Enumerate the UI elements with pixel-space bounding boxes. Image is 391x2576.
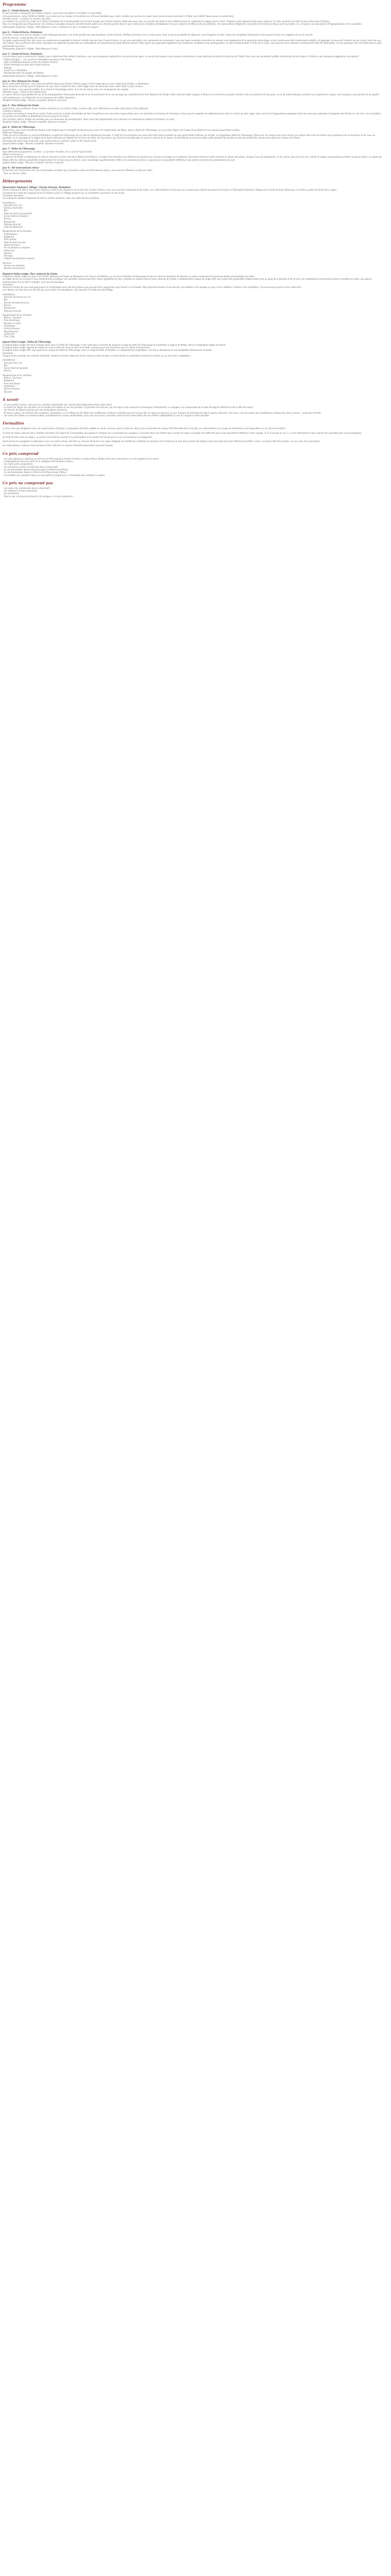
equipement-item: - Balcon / Terrasse — [3, 316, 22, 319]
a-savoir-title: À savoir — [3, 397, 19, 402]
hebergement — [3, 273, 383, 338]
day-text: Cette vie est en fonction au nord du Botswana, le delta de l'Okavango est un site du patrimoine mondial. Il s'agit d'un écosystème aux deux tiers des zones humides du plus grand delta intérieur au monde. Le magnifique Delta de l'Okavango s'étend sur les saisons des mois d'aout, les saisons des crues et sèches qui contribuent de la nourriture et de l'eau en quantité, la vie sauvage de la région de la faune africaine qui dépend de la faune du delta, de l'eau douce qui nourrit et du pâturage, et aussi le volume de la saison. En période de crue tout le delta a été pendant des années le plus bel endroit du monde pour observer la faune et la flore. — [3, 134, 376, 140]
day-text: La réserve de Khwai au Botswana se situe le long de la limite nord de la Réserve de Moremi. Il s'agit d'une frontière non clôturée qui permet aux animaux sauvages de se déplacer librement entre les forêts pendant la saison des pluies, lorsque l'eau est abondante, et de revenir plus tard vers les rivières et régions permanentes pendant la saison sèche. La région de Khwai offre les mêmes possibilités d'observation de la faune que la réserve, avec l'avantage supplémentaire d'être une concession privée, ce qui procure la possibilité d'effectuer des safaris à pied et des promenades de nuit. — [3, 156, 382, 161]
day-text: (Elephant Valley Lodge - Pension complète, boissons incluses) — [3, 120, 67, 123]
installation-item: - Bureau d'activités — [3, 207, 23, 210]
equipement-item: - Prise électrique — [3, 382, 20, 385]
a-savoir-text: - La durée de séjour est calculée sur le nombre de nuitées et non de journées. La journée et le dernier jour du séjour sont consacrés au transport international. Le voyageur est responsable de la date de départ effective et de la date de retour. — [3, 406, 253, 409]
day-text: (Jugvat Safari Lodge - Pension complète, boissons incluses) — [3, 142, 64, 145]
equipement-item: - Sèche-cheveux — [3, 243, 20, 246]
programme-day — [3, 31, 383, 50]
equipements-title: Équipements de la chambre : — [3, 374, 33, 377]
day-text: La croisière au coucher du soleil sur le fleuve Zambèze est incontournable lors de tout voyage aux Chutes Victoria. Détendez-vous avec un coucher de soleil et des collations tout en regardant les berges de la rivière. Préparez votre appareil photo pour capturer l'un des couchers de soleil les plus étonnants d'Afrique. — [3, 20, 331, 23]
prix-ne-comprend-title: Ce prix ne comprend pas — [3, 480, 53, 485]
formalites-section — [3, 421, 383, 447]
day-text: En fonction de l'horaire de votre vol à destination de Maun qui connectera votre vol international retour, vous pourrez effectuer un dernier safari. — [3, 169, 153, 172]
equipement-item: - Climatisation — [3, 232, 18, 235]
equipement-item: - Sèche-cheveux — [3, 327, 20, 330]
day-text: (Shearwater Explorers' Village - Petit-déjeuner inclus) — [3, 47, 58, 50]
equipement-item: - Douche en suite — [3, 321, 21, 325]
programme-section — [3, 2, 383, 175]
day-text: - Visite historique du pont des chutes Victoria — [3, 63, 50, 66]
equipement-item: - Salle de bains privée — [3, 241, 26, 244]
day-text: - Saut à l'élastique depuis le pont des chutes Victoria — [3, 61, 58, 64]
day-text: Vous ne manquerez pas d'apercevoir des animaux sauvages lorsqu'ils viendront boire après une chaude journée dans le parc national du Zambèze (Zimbabwe) et le parc national de Mosi-oa-Tunya (Zambie). Ces observations éléphants, de girafes et diverses animaux sont courantes. Il y a toujours une abondance d'hippopotames et de crocodiles. — [3, 23, 362, 26]
programme-day — [3, 104, 383, 123]
installation-item: - Salle de sport (à proximité) — [3, 212, 32, 215]
hebergement-text: Toutes les tentes de luxe sont spacieuses et confortables avec des lits jumeaux qui peuvent être rapprochés pour former un lit double. Elles disposent toutes d'une douche, de toilettes et de lavabos en plus d'une cafetière / théière, d'un ventilateur, d'une terrasse privée et d'un coffre-fort. — [3, 286, 302, 289]
hebergement-heading: Elephant Valley Lodge | Parc national de Chobe — [3, 272, 58, 275]
programme-day — [3, 147, 383, 164]
prix-comprend-section — [3, 451, 383, 477]
page — [0, 0, 386, 508]
formalites-text: Au-delà de trois mois de séjour, un permis de résidence soumis à la présentation d'un contrat de travail pour un ou une personne est obligatoire. — [3, 435, 153, 438]
day-text: (Shearwater Explorers' Village - Petit-déjeuner inclus) — [3, 74, 58, 77]
installation-item: - Accès Internet (gratuit) — [3, 367, 28, 370]
formalites-text: Toute personne voyageant au Botswana avec un enfant mineur doit être en mesure de fournir une copie intégrale et certifiée du certificat de naissance de l'enfant où le nom des parents est indiqué, ainsi que tout document officiel qui justifie ce lien. Le mineur doit être porteur, en son nom, d'un passeport. — [3, 440, 320, 443]
programme-day — [3, 53, 383, 77]
day-text: Après le dîner, vous pourrez profiter d'un moment de partage autour d'un feu de camp, avec vos compagnons de voyage. — [3, 88, 129, 91]
installation-item: - Piscine — [3, 303, 11, 307]
day-heading: Jour 6 : Delta de l'Okavango — [3, 126, 36, 129]
prix-ne-comprend-item: - Les repas non mentionnés dans le descriptif. — [3, 486, 51, 489]
day-text: Khwai Conservancy — [3, 152, 23, 156]
installation-item: - Bar — [3, 209, 8, 212]
equipement-item: - Wi-Fi gratuit — [3, 238, 17, 241]
programme-day — [3, 80, 383, 101]
prix-comprend-item: - Les repas selon programme. — [3, 463, 34, 466]
programme-day — [3, 9, 383, 28]
prix-comprend-item: - Les vols régionaux, spéciaux au tarif du vol A/R jusqu'aux Chutes Victoria, et depuis Maun. Billets émis de la réservation sur vols réguliers (à la carte). — [3, 457, 160, 460]
day-text: Une croisière safari à Chobe est parfaite pour les amoureux de photographie. Vous aurez des opportunités pour observer de nombreuses espèces d'animaux, en plein. — [3, 117, 175, 121]
day-heading: Jour 3 : Chobe-Victoria, Zimbabwe — [3, 53, 42, 56]
day-text: Les safaris en bateau le long de la rivière Chobe sont une manière formidable de faire l'expérience de rencontres rapprochées avec une abondance d'oiseaux et d'animaux. Vous pourrez regarder les éléphants jouer dans la rivière ou aller nager. Vous verrez les hippopotames patauger dans les eaux peu profondes et grignoter de l'herbe sur les rives. Les crocodiles, les girafes et les buffles se désaltérent tout au long de la rivière. — [3, 112, 382, 118]
formalites-text: Le visa n'est pas obligatoire pour les ressortissants français. Le passeport doit être valable au moins six mois après la date du retour. Une autorisation du séjour doit être délivrée à l'arrivée. Les informations sur le pays de destination sont disponibles sur le site du ministère. — [3, 427, 286, 430]
equipement-item: - Balcon / Terrasse — [3, 377, 22, 380]
hebergement-text: Chambres standard : — [3, 194, 24, 197]
day-heading: Jour 8 : Vol international retour — [3, 166, 39, 170]
hebergements-title: Hébergements — [3, 179, 32, 184]
installation-item: - Piscine — [3, 217, 11, 221]
equipement-item: - Véranda — [3, 255, 13, 258]
installation-item: - Bar — [3, 364, 8, 367]
hebergement-text: Constitué de 5 sites de camping et de 16 chalets privés, le Village propose aux un excellente couverture et des accès. — [3, 191, 125, 194]
hebergement-text: Chaque tente possède une intimité maximale. Toutes les tentes disposent d'une luxueuse salle de bains et sont situées à proximité du bord de la rivière, au au sens de la végétation. — [3, 354, 191, 357]
a-savoir-text: - En bonus valeur, en fonction des conditions climatiques, ou à l'affluence de l'hôtel est insuffisante, certaines activités pourront ne pas être en place ou quand il n'y par manque de participants requis (sports collectifs, mini-club...) et une partie des installations (restaurants, bars, piscine...) peut être fermée. — [3, 411, 322, 414]
installation-item: - Service de blanchisserie — [3, 301, 29, 304]
formalites-text: Les informations ci-dessus sont données à titre indicatif. Les pièces d'identité demandées peuvent évoluer. — [3, 444, 113, 447]
equipement-item: - Sèche-cheveux — [3, 387, 20, 391]
installation-item: - Parking sécurisé — [3, 309, 21, 312]
hebergement-text: Le Jugvat Safari Lodge dispose de tentes de luxe au bord de l'eau au sein de la forêt, conçues pour une harmonie avec la nature environnante. — [3, 346, 151, 349]
programme-title: Programme — [3, 2, 27, 7]
hebergement-text: Chambres : — [3, 283, 14, 286]
equipement-item: - Ventilateur — [3, 384, 15, 387]
day-text: - Pour un dernier safari - — [3, 172, 28, 175]
prix-comprend-item: - Le vol domestique depuis la Réserve de Khwai jusqu'à Maun. — [3, 471, 67, 474]
day-text: À votre arrivée à l'aéroport des Chutes Victoria, vous serez accueillis et transférés à votre hôtel. — [3, 12, 102, 15]
prix-ne-comprend-item: - Tout ce qui n'est pas mentionné à la rubrique « Ce prix comprend ». — [3, 495, 75, 498]
day-text: Activité incluse : safari en fin d'après-midi — [3, 91, 46, 94]
installation-item: - Accès Internet (Gratuit) — [3, 215, 28, 217]
prix-ne-comprend-body — [3, 487, 383, 498]
day-text: - Flight of Angels » : Un survol en hélicoptère au-dessus des chutes — [3, 58, 72, 61]
a-savoir-text: - Les heures de départ prévues par vos compagnies aériennes. — [3, 409, 68, 412]
prix-comprend-item: - L'hébergement avec les tarifs de la catégorie de chambres choisie. — [3, 460, 74, 463]
day-heading: Jour 5 : Parc National de Chobe — [3, 104, 39, 107]
prix-comprend-item: - L'ensemble des activités listées au descriptif du programme, à l'exception des activités en option. — [3, 473, 106, 477]
prix-comprend-title: Ce prix comprend — [3, 451, 39, 456]
day-heading: Jour 1 : Chobe-Victoria, Zimbabwe — [3, 9, 42, 12]
day-text: Aujourd'hui, vous profiterez d'une croisière matinale sur la rivière Chobe. L'après-midi, vous effectuerez un autre safari dans le Parc National. — [3, 107, 149, 110]
installation-item: - Salle de télévision — [3, 226, 23, 229]
equipement-item: - Douche — [3, 251, 12, 255]
installation-item: - Piscine — [3, 369, 11, 372]
programme-days — [3, 9, 383, 175]
equipement-item: - Fer et planche à repasser — [3, 246, 30, 249]
installation-item: - Restaurant — [3, 220, 15, 223]
equipement-item: - Moustiquaires — [3, 330, 19, 333]
hebergement-text: Chambres : — [3, 351, 14, 354]
equipement-item: - Adapté aux fauteuils roulants — [3, 257, 35, 260]
day-text: Croisière matinale — [3, 109, 22, 112]
hebergement-text: Le lodge donne sur un point d'eau extrêmement prolifique. Les activités comprennent des safaris quotidiens et des croisières en bateau dans le parc national de Chobe. L'emplacement unique du lodge offre aux clients des possibilités d'observation tout au long de la journée et de la nuit. Les installations comprennent piscine chauffée au soleil, une galerie d'observation et une salle à manger, ainsi qu'une boutique. — [3, 278, 372, 283]
hebergement-heading: Jugvat Safari Lodge | Delta de l'Okavango — [3, 341, 52, 344]
day-text: Vous effectuerez aujourd'hui 2 safaris : un premier le matin, et un second l'après-midi. — [3, 150, 92, 153]
hebergement-text: Les chambres doubles disposent de tout le confort moderne, avec une salle de bain privative. — [3, 197, 100, 200]
hebergements-places — [3, 186, 383, 393]
day-text: - Canoë sur le Zambèze — [3, 69, 27, 72]
prix-ne-comprend-item: - Les dépenses d'ordre personnel. — [3, 489, 38, 493]
day-text: Le safaris offrent la possibilité de voir et de photographier l'étonnante diversité et la concentration de la vie sauvage qui caractérisent le Parc National de Chobe. Votre véhicule safari longera le fleuve à la recherche de proies fraîches. Elle les premiers arrivés pour un six du thème tétonos montrent une expérience unique. Les troupeaux sont partout et les girafes sont nombreuses. Les éléphants et les troupeaux de buffles abondent. — [3, 93, 380, 99]
a-savoir-text: - Si vous partez seul(e), votre prix en chambre individuelle est calculé automatiquement dans votre devis. — [3, 403, 113, 406]
equipement-item: - Coffre-fort — [3, 249, 15, 252]
day-heading: Jour 4 : Parc National de Chobe — [3, 79, 39, 82]
day-text: (Elephant Valley Lodge - Pension complète, boissons incluses) — [3, 98, 67, 101]
hebergement-text: Situé à seulement 400 m des chutes Victoria, à 500 m de l'épicentre de la ville des Chutes Victoria, avec ses marchés d'artisanat et de loisirs, ses cafés boheme et donnant sur un panorama naturel de brousse africaine, le Shearwater Explorers Village est le camp de base idéal pour se rendre au pôle d'activité de la région. — [3, 189, 338, 192]
a-savoir-body — [3, 403, 383, 417]
day-text: (Jugvat Safari Lodge - Pension complète, boissons incluses) — [3, 161, 64, 164]
programme-day — [3, 166, 383, 175]
installation-item: - Restaurant — [3, 307, 15, 310]
equipements-title: Équipements de la chambre : — [3, 230, 33, 233]
prix-ne-comprend-item: - Les pourboires. — [3, 492, 20, 495]
prix-ne-comprend-section — [3, 481, 383, 498]
day-text: Aujourd'hui, vous serez transférés depuis votre lodge jusqu'à l'aéroport de Kasane pour votre vol à destination de Maun, dans le Delta de l'Okavango. Le survol des régions de Chobe et du Delta est une source assurément inédite. — [3, 128, 240, 131]
prix-comprend-item: - Les transferts comme mentionnés dans le descriptif. — [3, 465, 58, 468]
day-text: Un guide expérimenté vous fera vivre une expérience inoubliable à travers la forêt tropicale des Chutes Victoria, ce qui vous permettra non seulement de contempler l'une des Sept merveilles naturelles du monde, mais également d'en apprendre davantage sur les nombreuses faits intéressants relatifs à la géologie, la faune et l'histoire du lieu à pied, point de vue des Chutes. Vous profiterez des riches mystiques de légendes locales tout en contemplant cet impressionnant phénomène naturel. Votre guide vous garantira également les meilleures conditions pour photographier ce site incontournable. À la fin de la visite, vous pourrez vous restaurer au Rainforest Café de Shearwater, un bon plat pour finir une belle ascent votre promenade exclusive. — [3, 39, 382, 47]
equipements-title: Équipements de la chambre : — [3, 313, 33, 316]
installation-item: - Sécurité 24 heures sur 24 — [3, 296, 31, 299]
hebergement-text: Le Jugvat Safari Lodge offre une expérience unique du delta de l'Okavango, avec un large éventail d'activités, un emplacement magnifique, une faune abondante et une hospitalité chaleureuse et locale. — [3, 349, 213, 352]
formalites-body — [3, 427, 383, 447]
a-savoir-text: - Les noms des hôtels se rendent lisibles, préalablement à toute confirmation, vous vous inscrivez à consulter notre service réservation afin de vérifier l'adaptabilité ou non du voyage à votre situation. — [3, 414, 210, 417]
equipement-item: - Bulgaroré — [3, 379, 14, 382]
day-text: - Randonnée dans les gorges de Batoka — [3, 72, 44, 75]
programme-day — [3, 126, 383, 145]
day-text: (Shearwater Explorers' Village - Petit-déjeuner inclus, collations lors de la croisière & souper) — [3, 25, 99, 28]
hebergement — [3, 341, 383, 393]
hebergement-text: Le Jugvat Safari Lodge est situé à Khwai (Est), dans le Delta de l'Okavango. Il est niché dans une forêt de mopane le long du delta de l'Okavango et surplombe la lagune de Khwai, dans la magnifique région de Khwai. — [3, 343, 226, 346]
day-text: Cet spectaculaire, entre 15000 et 16000, vous serez pris en charge et transférés sur la Rivue Zambèze pour votre croisière au coucher du soleil. Vous serez ensuite reconduits à l'hôtel vers 18h00. Nous aurons la soirée libre. — [3, 14, 235, 18]
day-text: Nous arriverons à temps pour le déjeuner et vous vous installerez dans votre lodge avant de participer pour votre safari le plus couleur. — [3, 85, 143, 88]
hebergement-text: L'Elephant Valley Lodge se situe entre le Parc National de Chobe au Botswana et la réserve de Matetsi, au sud de la frontière de Kazungula et dans la réserve forestière de Kasane. Le camp comprend 20 luxueuses tentes permanentes de safari. — [3, 275, 255, 278]
installation-item: - Bar — [3, 298, 8, 301]
service-item: - Bureau d'excursions — [3, 267, 25, 270]
equipement-item: - Bulgaroré — [3, 235, 14, 239]
installations-title: Installations : — [3, 201, 17, 204]
prix-comprend-item: - Le vol domestique depuis Kasane jusqu'à la Réserve de Khwai. — [3, 468, 69, 471]
day-text: Delta de l'Okavango — [3, 131, 24, 134]
day-text: Activité incluse : visite guidée des chutes — [3, 36, 45, 39]
hebergement-text: Les rideaux ont des tissus et des fils qui, pour éviter les moustiques, sont assortis à la toile de camouflage. — [3, 289, 113, 292]
installations-title: Installations : — [3, 359, 17, 362]
equipement-item: - Coffre-fort — [3, 332, 15, 335]
day-text: Activité incluse : croisière au coucher du soleil — [3, 17, 51, 20]
day-heading: Jour 2 : Chobe-Victoria, Zimbabwe — [3, 31, 42, 34]
installations-title: Installations : — [3, 293, 17, 296]
service-item: - Service en chambre — [3, 264, 25, 267]
services-title: Services : — [3, 261, 13, 264]
formalites-text: Le droit de séjour autorisé est à l'entière discrétion de l'agent de l'immigration qui appose le tampon sur le passeport du voyageur. Il convient donc de vérifier que la durée de séjour accordée est suffisante pour vous permettre d'effectuer votre voyage. Si ce n'est pas le cas, il y a des démarches à faire auprès des autorités pour une prolongation. — [3, 431, 362, 434]
equipement-item: - Prise électrique — [3, 319, 20, 322]
equipement-item: - Thé / Café — [3, 335, 15, 338]
equipement-item: - Douche — [3, 390, 12, 393]
equipement-item: - Ventilateur — [3, 324, 15, 327]
a-savoir-section — [3, 397, 383, 417]
formalites-title: Formalités — [3, 421, 24, 426]
day-text: Extinction de votre faune d'arrivée, vous partez dans un premier safari en fin d'après-midi. — [3, 139, 97, 142]
hebergement — [3, 186, 383, 270]
day-heading: Jour 7 : Delta de l'Okavango — [3, 147, 36, 150]
installation-item: - Sécurité 24h / 24 — [3, 204, 22, 207]
installation-item: - Parking sécurisé — [3, 223, 21, 226]
installation-item: - Sécurité 24h / 24 — [3, 361, 22, 364]
day-text: Après votre petit-déjeuner, vous serez transférés depuis les Chutes Victoria jusqu'à votre lodge dans le parc national de Chobe, au Botswana. — [3, 82, 150, 86]
day-text: - Rafting — [3, 66, 11, 69]
day-text: Ce matin, vous serez pris en charge à votre hébergement pour une visite guidée des spectaculaires chutes Victoria. Profitez du temps mais à votre guise. Vous aurez la possibilité de déjeuner, puis d'explorer la ville. Faites des emplettes d'artisanat et de souvenirs dans les magasins et sur le marché. — [3, 33, 314, 37]
hebergements-section — [3, 179, 383, 393]
day-text: Le prochaines jours s'annoncent chargés, avec notamment des safaris matinaux, vous vous proposons aujourd'hui une journée de repos, ou encore de toujours vous pouvez recommencer vous admirant au bord de la piscine de l'hôtel. Pour ceux qui souhaitent profiter pleinement de leur séjour à Victoria, voici quelques suggestions (en option) : — [3, 55, 360, 58]
prix-comprend-body — [3, 457, 383, 477]
hebergement-heading: Shearwater Explorers' Village | Chutes Victoria, Zimbabwe — [3, 186, 71, 189]
